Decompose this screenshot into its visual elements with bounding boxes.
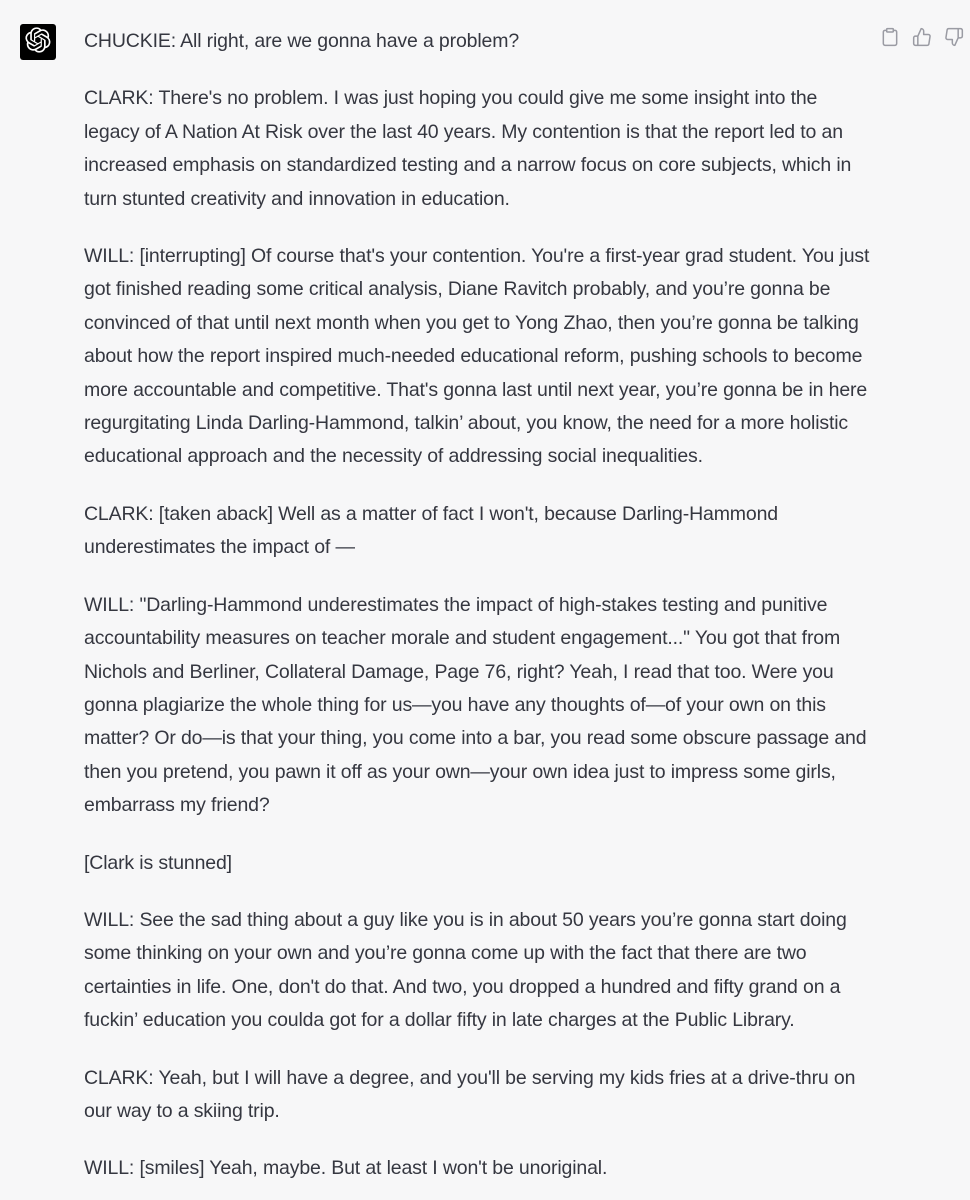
message-paragraph: [Clark is stunned]: [84, 851, 232, 874]
thumbs-down-icon: [944, 27, 964, 52]
thumbs-down-button[interactable]: [942, 27, 966, 51]
message-paragraph: CLARK: There's no problem. I was just hoping you could give me some insight into the legacy of A Nation At Risk over the last 40 years. My contention is that the report led to an increased emphasis on standardized testing and a narrow focus on core subjects, which in turn stunted creativity and innovation in education.: [84, 87, 852, 210]
message-paragraph: WILL: [interrupting] Of course that's your contention. You're a first-year grad student. You just got finished reading some critical analysis, Diane Ravitch probably, and you’re gonna be convinced of that until next month when you get to Yong Zhao, then you’re gonna be talking about how the report inspired much-needed educational reform, pushing schools to become more accountable and competitive. That's gonna last until next year, you’re gonna be in here regurgitating Linda Darling-Hammond, talkin’ about, you know, the need for a more holistic educational approach and the necessity of addressing social inequalities.: [84, 245, 870, 468]
message-paragraph: CHUCKIE: All right, are we gonna have a problem?: [84, 30, 520, 52]
message-actions: [878, 27, 966, 51]
assistant-message: [84, 25, 874, 1200]
thumbs-up-button[interactable]: [910, 27, 934, 51]
assistant-avatar: [20, 24, 56, 60]
message-paragraph: CLARK: [taken aback] Well as a matter of fact I won't, because Darling-Hammond underestimates the impact of —: [84, 502, 778, 559]
message-paragraph: WILL: See the sad thing about a guy like you is in about 50 years you’re gonna start doing some thinking on your own and you’re gonna come up with the fact that there are two certainties in life. One, don't do that. And two, you dropped a hundred and fifty grand on a fuckin’ education you coulda got for a dollar fifty in late charges at the Public Library.: [84, 908, 847, 1032]
openai-logo-icon: [25, 27, 51, 58]
copy-button[interactable]: [878, 27, 902, 51]
clipboard-icon: [880, 27, 900, 52]
message-paragraph: CLARK: Yeah, but I will have a degree, and you'll be serving my kids fries at a drive-thru on our way to a skiing trip.: [84, 1066, 856, 1122]
message-paragraph: WILL: [smiles] Yeah, maybe. But at least I won't be unoriginal.: [84, 1157, 608, 1180]
thumbs-up-icon: [912, 27, 932, 52]
message-paragraph: WILL: "Darling-Hammond underestimates the impact of high-stakes testing and punitive accountability measures on teacher morale and student engagement..." You got that from Nichols and Berliner, Collateral Damage, Page 76, right? Yeah, I read that too. Were you gonna plagiarize the whole thing for us—you have any thoughts of—of your own on this matter? Or do—is that your thing, you come into a bar, you read some obscure passage and then you pretend, you pawn it off as your own—your own idea just to impress some girls, embarrass my friend?: [84, 593, 867, 817]
